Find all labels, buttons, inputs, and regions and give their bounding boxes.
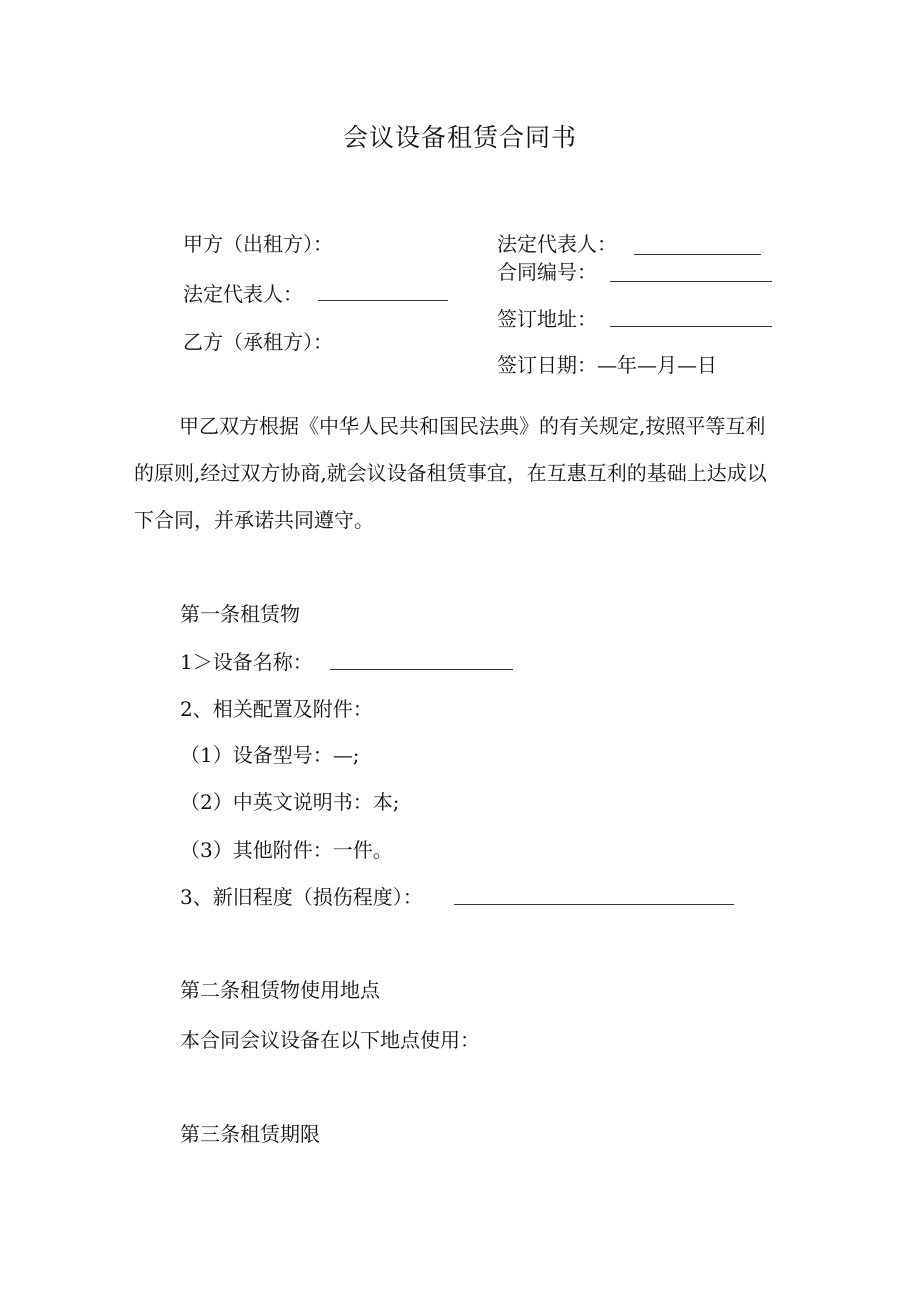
condition-blank[interactable] bbox=[454, 904, 734, 905]
party-a-legal-rep-label: 法定代表人： bbox=[183, 282, 303, 306]
legal-rep-label: 法定代表人： bbox=[497, 232, 617, 256]
article-3-heading: 第三条租赁期限 bbox=[180, 1122, 320, 1146]
article-1-heading: 第一条租赁物 bbox=[180, 602, 300, 626]
equipment-name-blank[interactable] bbox=[330, 669, 513, 670]
article-2-heading: 第二条租赁物使用地点 bbox=[180, 978, 380, 1002]
sub-item-2-manual: （2）中英文说明书：本; bbox=[180, 790, 400, 814]
contract-no-blank[interactable] bbox=[610, 281, 772, 282]
contract-no-label: 合同编号： bbox=[497, 260, 597, 284]
sub-item-1-model: （1）设备型号：—; bbox=[180, 743, 360, 767]
item-1-equipment-name: 1＞设备名称： bbox=[180, 650, 313, 674]
sub-item-3-accessories: （3）其他附件：一件。 bbox=[180, 838, 393, 862]
party-b-label: 乙方（承租方）： bbox=[183, 330, 333, 354]
article-2-body: 本合同会议设备在以下地点使用： bbox=[180, 1028, 480, 1052]
item-3-condition: 3、新旧程度（损伤程度）： bbox=[180, 885, 423, 909]
preamble-paragraph: 甲乙双方根据《中华人民共和国民法典》的有关规定,按照平等互利的原则,经过双方协商,就会议设备租赁事宜，在互惠互利的基础上达成以下合同，并承诺共同遵守。 bbox=[134, 414, 767, 532]
party-a-legal-rep-blank[interactable] bbox=[318, 300, 448, 301]
sign-date-label: 签订日期：—年—月—日 bbox=[497, 353, 717, 377]
legal-rep-blank[interactable] bbox=[634, 254, 761, 255]
party-a-label: 甲方（出租方）： bbox=[183, 232, 333, 256]
document-title: 会议设备租赁合同书 bbox=[342, 123, 577, 152]
item-2-config: 2、相关配置及附件： bbox=[180, 697, 373, 721]
sign-place-blank[interactable] bbox=[610, 326, 772, 327]
sign-place-label: 签订地址： bbox=[497, 307, 597, 331]
